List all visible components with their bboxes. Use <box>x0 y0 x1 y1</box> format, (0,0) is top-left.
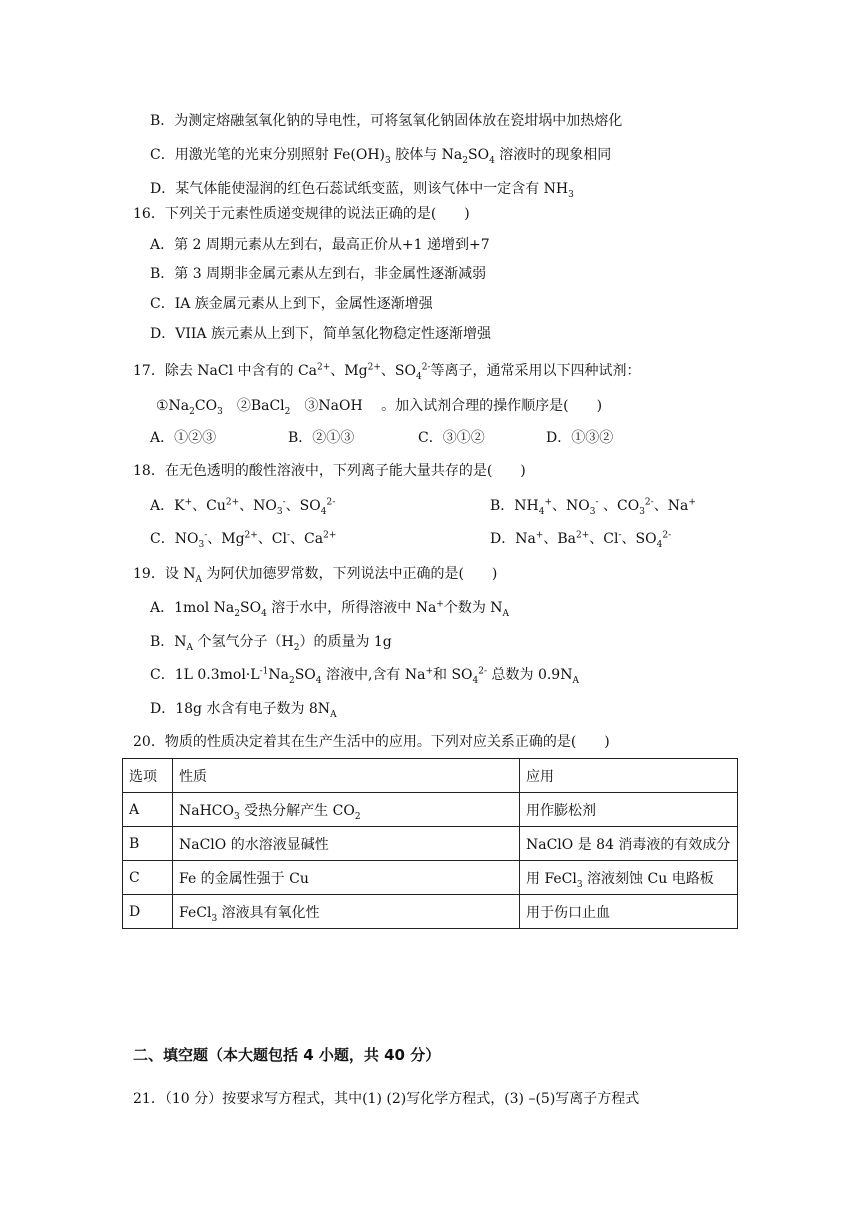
q16-option-c: C．IA 族金属元素从上到下，金属性逐渐增强 <box>150 296 433 312</box>
row-application: 用 FeCl$_3$ 溶液刻蚀 Cu 电路板 <box>520 861 738 895</box>
row-option: A <box>123 793 173 827</box>
q15-option-d: D．某气体能使湿润的红色石蕊试纸变蓝，则该气体中一定含有 $NH_3$ <box>150 181 574 200</box>
q15-option-b: B．为测定熔融氢氧化钠的导电性，可将氢氧化钠固体放在瓷坩埚中加热熔化 <box>150 113 623 129</box>
q16-option-d: D．VIIA 族元素从上到下，简单氢化物稳定性逐渐增强 <box>150 326 491 342</box>
table-header-row <box>123 759 738 793</box>
q20-stem: 20．物质的性质决定着其在生产生活中的应用。下列对应关系正确的是( ) <box>133 734 610 750</box>
q17-option-a: A．①②③ <box>150 430 217 446</box>
q20-table <box>122 758 738 929</box>
table-row <box>123 861 738 895</box>
q16-option-b: B．第 3 周期非金属元素从左到右，非金属性逐渐减弱 <box>150 266 487 282</box>
q17-option-d: D．①③② <box>546 430 614 446</box>
table-row <box>123 793 738 827</box>
q17-stem: 17．除去 NaCl 中含有的 $Ca^{2+}$、$Mg^{2+}$、$SO_4^{2-}$等离子，通常采用以下四种试剂： <box>133 362 641 382</box>
row-option: D <box>123 895 173 929</box>
header-option: 选项 <box>123 759 173 793</box>
row-property: FeCl$_3$ 溶液具有氧化性 <box>173 895 520 929</box>
header-property: 性质 <box>173 759 520 793</box>
q17-option-b: B．②①③ <box>288 430 355 446</box>
section-title: 二、填空题（本大题包括 4 小题，共 40 分） <box>133 1046 441 1064</box>
row-application: 用作膨松剂 <box>520 793 738 827</box>
q19-option-c: C．1L $0.3mol\cdot L^{-1}Na_2SO_4$ 溶液中,含有 Na+和 $SO_4^{2-}$ 总数为 $0.9N_A$ <box>150 666 579 686</box>
q19-option-b: B．$N_A$ 个氢气分子$(H_2)$的质量为 1g <box>150 634 392 653</box>
row-application: 用于伤口止血 <box>520 895 738 929</box>
q18-option-d: D．Na+、$Ba^{2+}$、Cl-、$SO_4^{2-}$ <box>490 530 672 550</box>
table-row <box>123 895 738 929</box>
q19-option-d: D．18g 水含有电子数为 $8N_A$ <box>150 701 337 720</box>
q18-stem: 18．在无色透明的酸性溶液中，下列离子能大量共存的是( ) <box>133 463 526 479</box>
q15-option-c: C．用激光笔的光束分别照射 $Fe(OH)_3$ 胶体与 $Na_2SO_4$ 溶液时的现象相同 <box>150 147 612 166</box>
q16-option-a: A．第 2 周期元素从左到右，最高正价从+1 递增到+7 <box>150 237 490 253</box>
q18-option-b: B．$NH_4^+$、$NO_3^-$ 、$CO_3^{2-}$、Na+ <box>490 497 696 517</box>
row-option: C <box>123 861 173 895</box>
row-property: NaHCO$_3$ 受热分解产生 $CO_2$ <box>173 793 520 827</box>
q18-option-c: C．$NO_3^-$、$Mg^{2+}$、Cl-、$Ca^{2+}$ <box>150 530 337 550</box>
header-application: 应用 <box>520 759 738 793</box>
row-property: Fe 的金属性强于 Cu <box>173 861 520 895</box>
q18-option-a: A．K+、$Cu^{2+}$、$NO_3^-$、$SO_4^{2-}$ <box>150 497 336 517</box>
q19-stem: 19．设 $N_A$ 为阿伏加德罗常数，下列说法中正确的是( ) <box>133 566 498 585</box>
q21-stem: 21．（10 分）按要求写方程式，其中(1) (2)写化学方程式，(3) –(5)写离子方程式 <box>133 1091 640 1107</box>
table-row <box>123 827 738 861</box>
q16-stem: 16．下列关于元素性质递变规律的说法正确的是( ) <box>133 206 470 222</box>
row-option: B <box>123 827 173 861</box>
q19-option-a: A．1mol $Na_2SO_4$ 溶于水中，所得溶液中 Na+个数为 $N_A$ <box>150 599 510 619</box>
row-property: NaClO 的水溶液显碱性 <box>173 827 520 861</box>
row-application: NaClO 是 84 消毒液的有效成分 <box>520 827 738 861</box>
q17-option-c: C．③①② <box>418 430 485 446</box>
q17-reagents: $①Na_2CO_3$ ②BaCl$_2$ ③NaOH 。加入试剂合理的操作顺序是( ) <box>156 398 603 417</box>
